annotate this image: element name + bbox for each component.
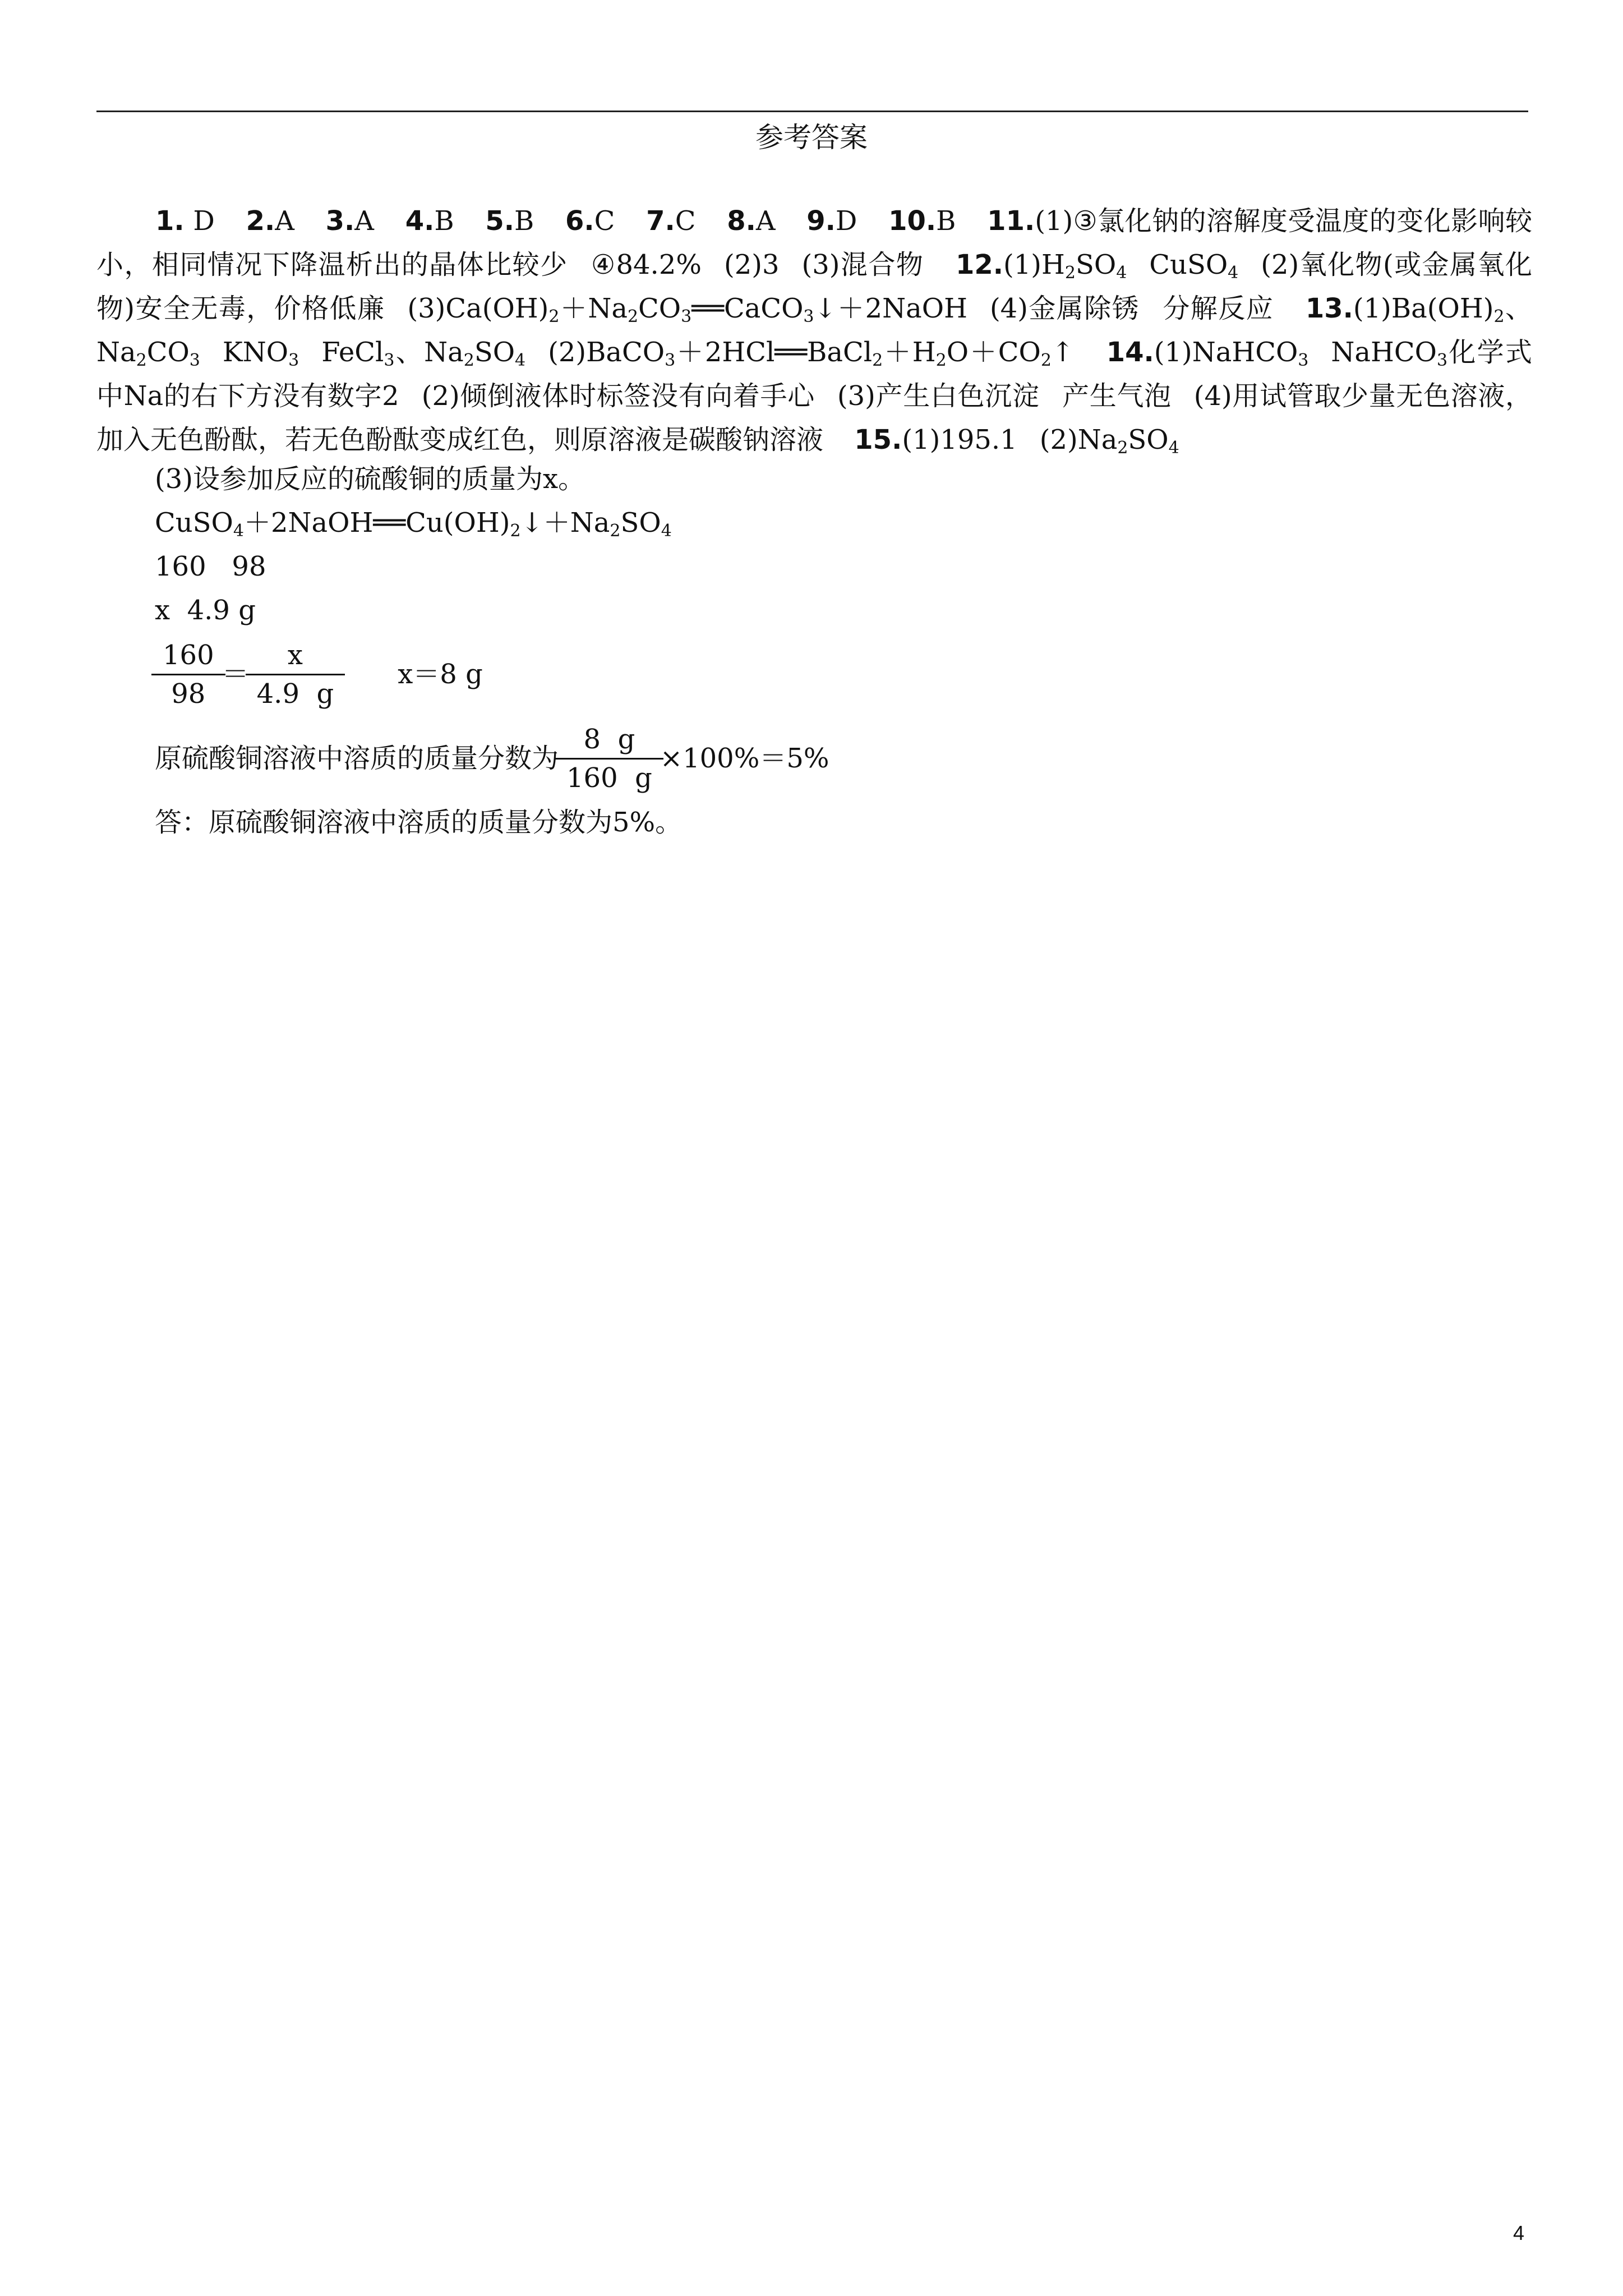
solution-intro: (3)设参加反应的硫酸铜的质量为x。 (155, 463, 585, 495)
fraction: $\frac{8 g}{160 g}$ (561, 721, 658, 797)
proportion-equation: $\frac{160}{98}$ ＝ $\frac{x}{4.9 g}$ x＝8 g (155, 632, 829, 716)
answer-10: 10.B (888, 205, 956, 237)
answer-14: 14.(1)NaHCO$_3$ NaHCO$_3$化学式中Na的右下方没有数字2 (2)倾倒液体时标签没有向着手心 (3)产生白色沉淀 产生气泡 (4)用试管取少量无色溶液，加入无色酚酞，若无色酚酞变成红色，则原溶液是碳酸钠溶液 (96, 337, 1532, 455)
fraction: $\frac{x}{4.9 g}$ (251, 637, 340, 712)
final-answer: 答：原硫酸铜溶液中溶质的质量分数为5%。 (155, 807, 683, 838)
answer-block (96, 199, 1532, 462)
page-number: 4 (1513, 2221, 1525, 2244)
answer-13: $13.(1)Ba(OH)_2$、$Na_2CO_3$ $KNO_3$ FeCl$_3$、$Na_2SO_4$ $(2)BaCO_3+2HCl══BaCl_2+H_2O+CO_2↑$ (96, 293, 1532, 370)
reaction-equation: $CuSO_4+2NaOH══Cu(OH)_2↓+Na_2SO_4$ (155, 507, 672, 541)
answer-paragraph (96, 199, 1532, 462)
header-rule (96, 111, 1528, 112)
x-result: x＝8 g (398, 659, 483, 690)
answer-2: 2.A (246, 205, 294, 237)
mass-row: x 4.9 g (155, 595, 256, 626)
page-title: 参考答案 (755, 121, 868, 154)
molar-mass-row: 160 98 (155, 551, 266, 582)
percentage-calculation: 原硫酸铜溶液中溶质的质量分数为 $\frac{8 g}{160 g}$ ×100%＝5% (155, 716, 829, 800)
solution-block (155, 457, 829, 844)
answer-8: 8.A (727, 205, 776, 237)
answer-5: 5.B (485, 205, 534, 237)
answer-11: 11.(1)③氯化钠的溶解度受温度的变化影响较小，相同情况下降温析出的晶体比较少 ④84.2% (2)3 (3)混合物 (96, 205, 1533, 280)
answer-12: $12.(1)H_2SO_4$ CuSO$_4$ (2)氧化物(或金属氧化物)安全无毒，价格低廉 $(3)Ca(OH)_2+Na_2CO_3══CaCO_3↓+2NaOH$ (4)金属除锈 分解反应 (96, 249, 1532, 326)
answer-7: 7.C (646, 205, 696, 237)
answer-4: 4.B (405, 205, 454, 237)
fraction: $\frac{160}{98}$ (157, 637, 220, 712)
answer-15: 15.(1)195.1 $(2)Na_2SO_4$ (854, 424, 1179, 458)
answer-3: 3.A (325, 205, 374, 237)
answer-9: 9.D (806, 205, 857, 237)
answer-1: 1. D (155, 205, 215, 237)
answer-6: 6.C (565, 205, 615, 237)
